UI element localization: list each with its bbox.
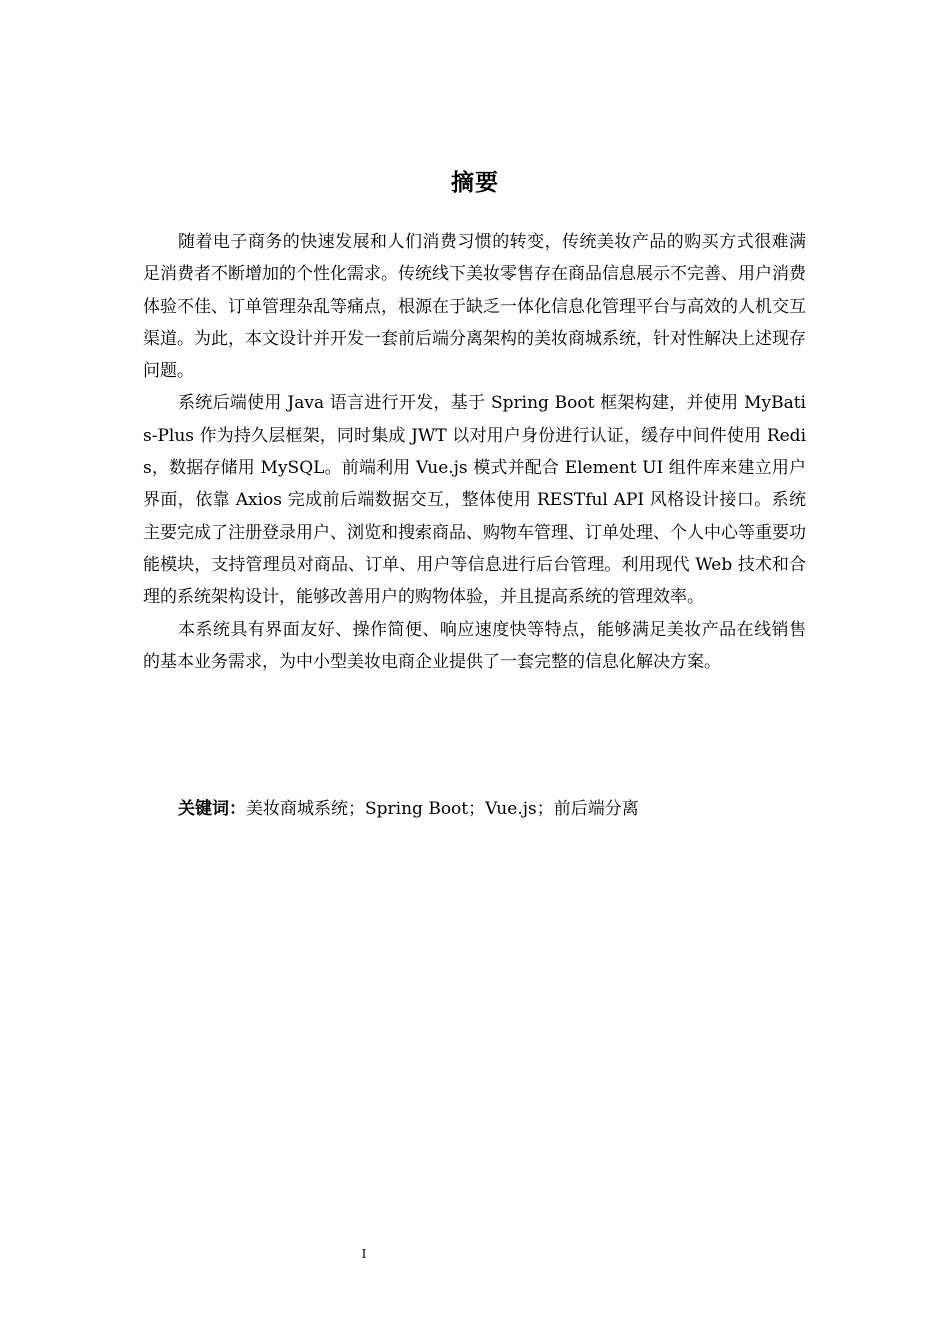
abstract-paragraph: 本系统具有界面友好、操作简便、响应速度快等特点，能够满足美妆产品在线销售的基本业务需求，为中小型美妆电商企业提供了一套完整的信息化解决方案。	[143, 619, 806, 672]
keywords-line	[178, 795, 798, 823]
keywords-label: 关键词：	[178, 799, 246, 819]
abstract-body	[143, 226, 806, 678]
abstract-paragraph: 系统后端使用 Java 语言进行开发，基于 Spring Boot 框架构建，并使用 MyBatis-Plus 作为持久层框架，同时集成 JWT 以对用户身份进行认证，缓存中间件使用 Redis，数据存储用 MySQL。前端利用 Vue.js 模式并配合 Element UI 组件库来建立用户界面，依靠 Axios 完成前后端数据交互，整体使用 RESTful API 风格设计接口。系统主要完成了注册登录用户、浏览和搜索商品、购物车管理、订单处理、个人中心等重要功能模块，支持管理员对商品、订单、用户等信息进行后台管理。利用现代 Web 技术和合理的系统架构设计，能够改善用户的购物体验，并且提高系统的管理效率。	[143, 393, 806, 608]
keywords-text: 美妆商城系统；Spring Boot；Vue.js；前后端分离	[246, 799, 639, 819]
abstract-title: 摘要	[451, 170, 499, 196]
page-number: I	[361, 1247, 367, 1261]
abstract-paragraph: 随着电子商务的快速发展和人们消费习惯的转变，传统美妆产品的购买方式很难满足消费者不断增加的个性化需求。传统线下美妆零售存在商品信息展示不完善、用户消费体验不佳、订单管理杂乱等痛点，根源在于缺乏一体化信息化管理平台与高效的人机交互渠道。为此，本文设计并开发一套前后端分离架构的美妆商城系统，针对性解决上述现存问题。	[143, 232, 806, 382]
